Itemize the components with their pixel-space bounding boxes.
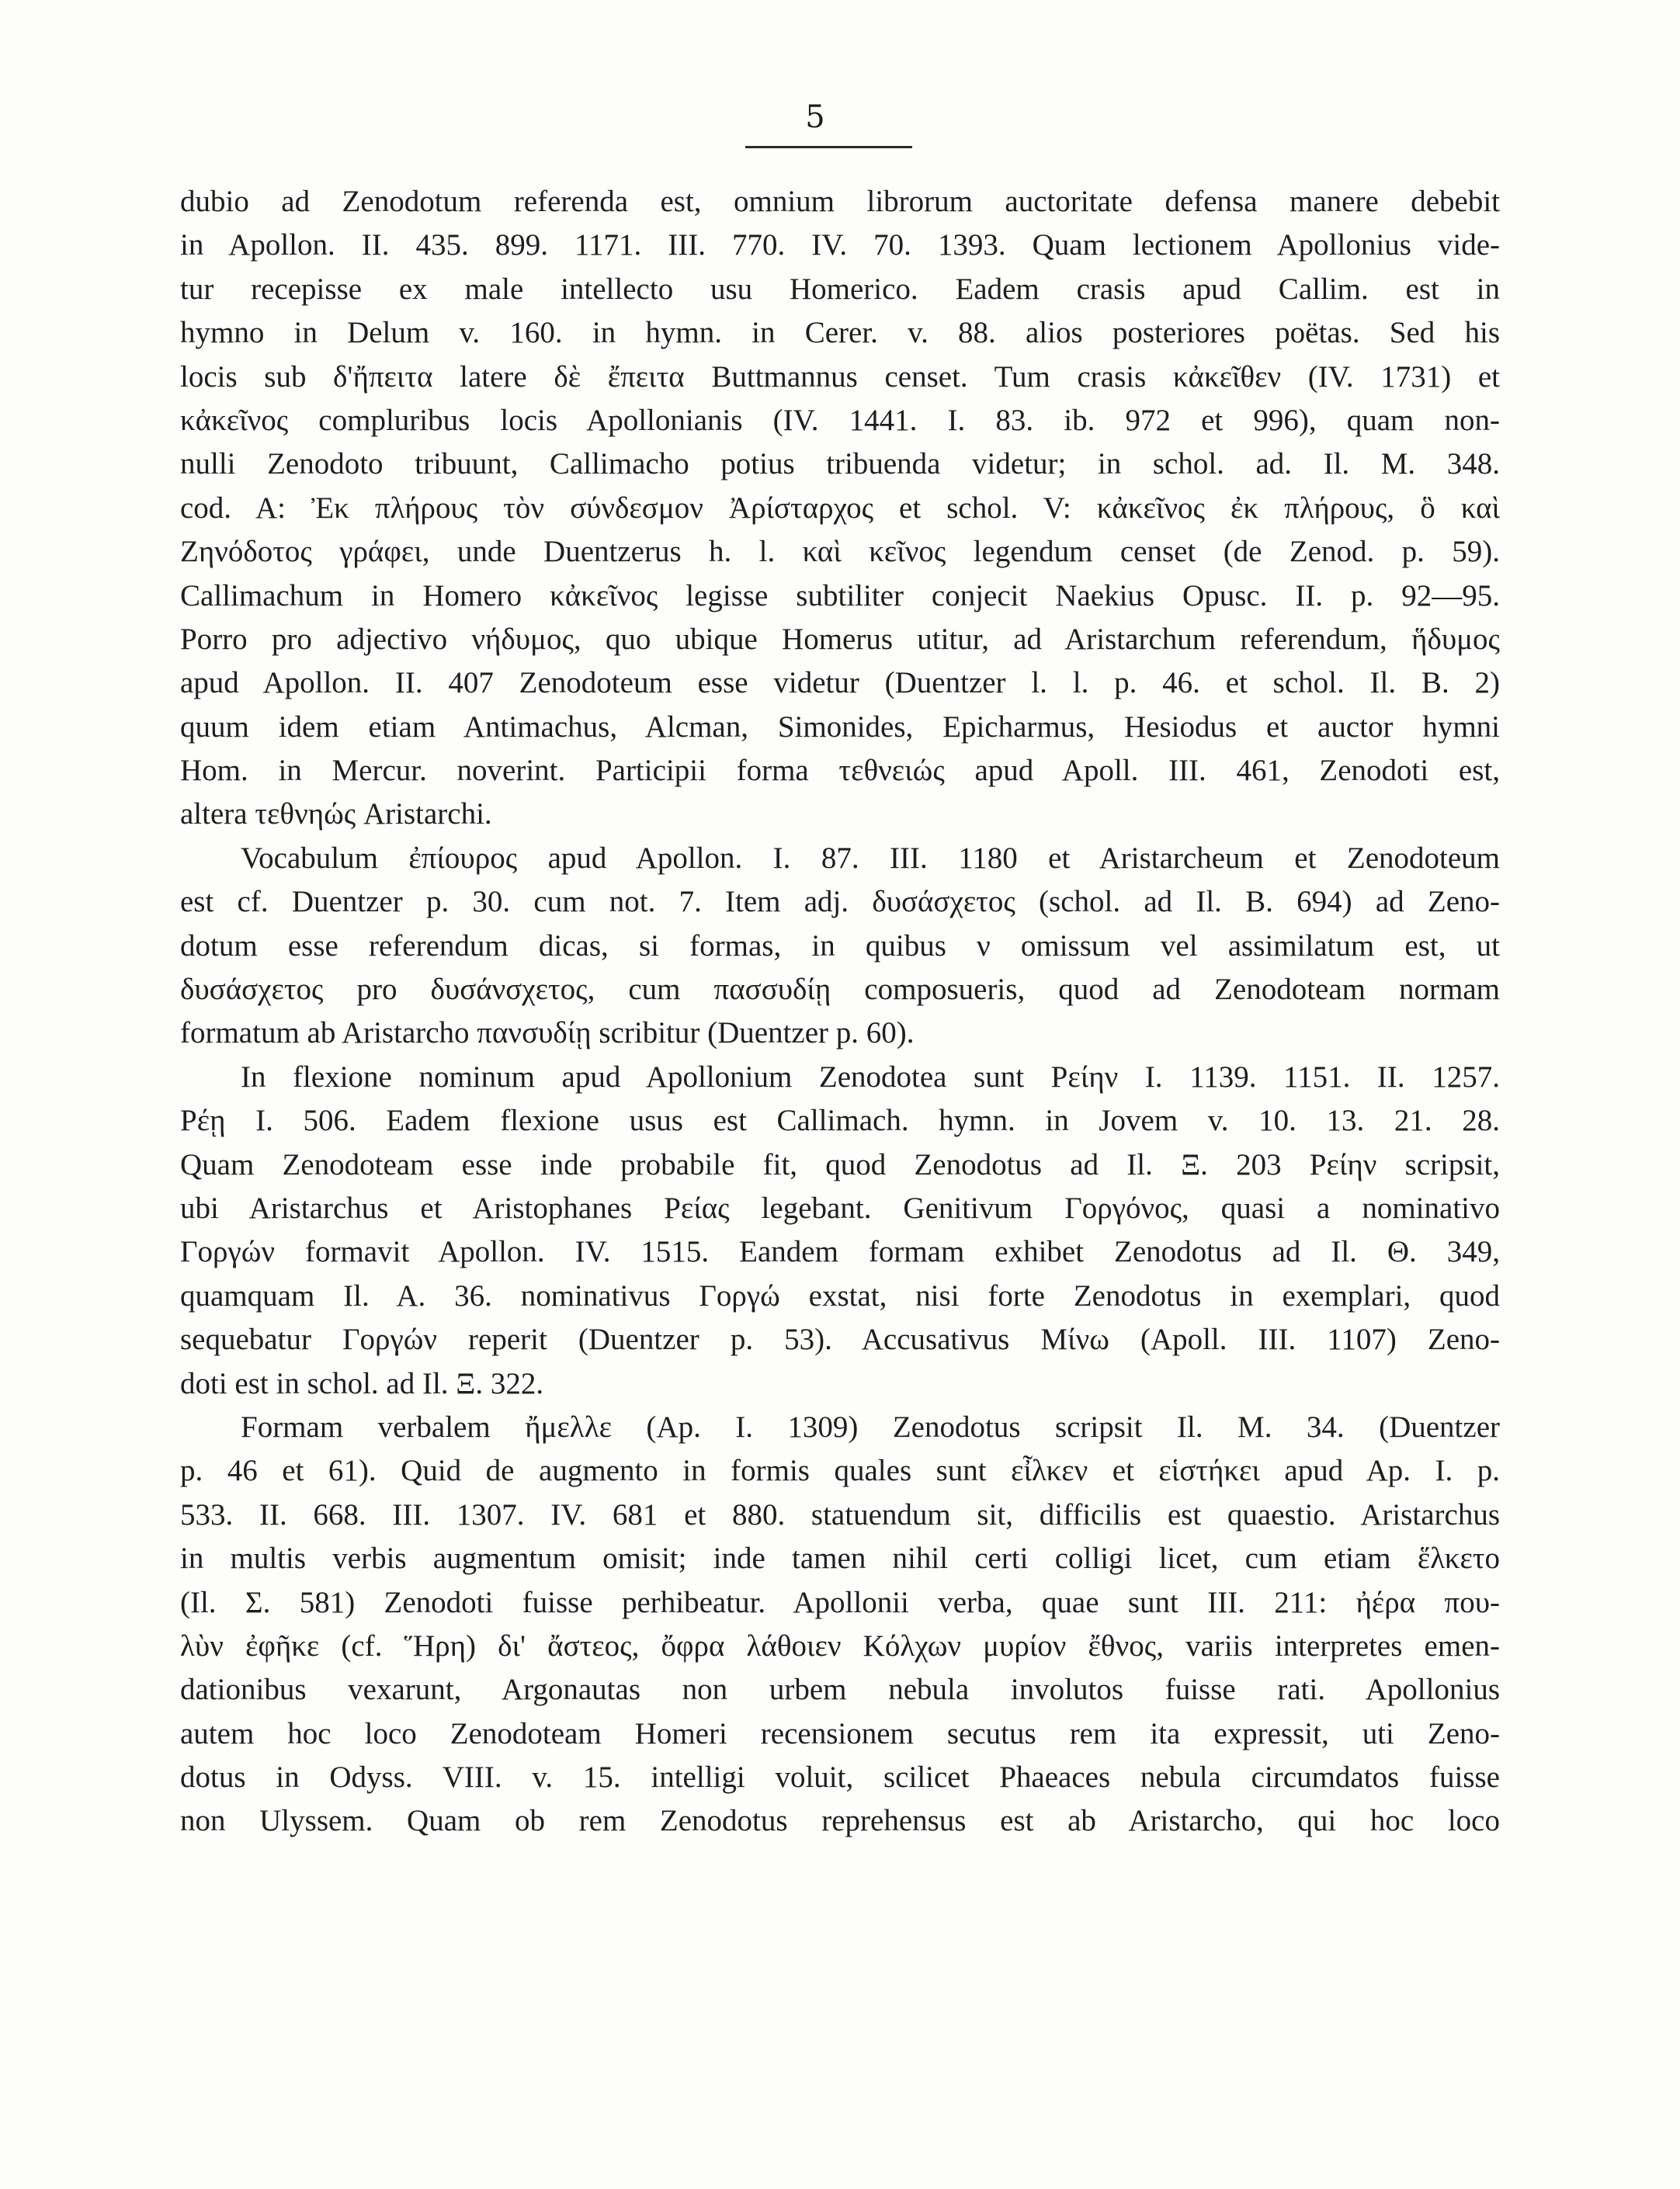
body-text [180, 180, 1500, 1844]
text-line: doti est in schol. ad Il. Ξ. 322. [180, 1366, 544, 1400]
text-line: Hom. in Mercur. noverint. Participii forma τεθνειώς apud Apoll. III. 461, Zenodoti est, [180, 754, 1500, 788]
text-line: in multis verbis augmentum omisit; inde tamen nihil certi colligi licet, cum etiam ἕλκετο [180, 1542, 1500, 1576]
text-line: δυσάσχετος pro δυσάνσχετος, cum πασσυδίῃ composueris, quod ad Zenodoteam normam [180, 973, 1500, 1007]
text-line: dubio ad Zenodotum referenda est, omnium librorum auctoritate defensa manere debebit [180, 185, 1500, 218]
text-line: altera τεθνηώς Aristarchi. [180, 797, 492, 831]
text-line: quum idem etiam Antimachus, Alcman, Simonides, Epicharmus, Hesiodus et auctor hymni [180, 709, 1500, 744]
text-line: locis sub δ'ἤπειτα latere δὲ ἔπειτα Buttmannus censet. Tum crasis κἀκεῖθεν (IV. 1731) et [180, 359, 1500, 394]
text-line: in Apollon. II. 435. 899. 1171. III. 770. IV. 70. 1393. Quam lectionem Apollonius vide- [180, 228, 1500, 262]
text-line: dationibus vexarunt, Argonautas non urbem nebula involutos fuisse rati. Apollonius [180, 1673, 1500, 1707]
text-line: Vocabulum ἐπίουρος apud Apollon. I. 87. III. 1180 et Aristarcheum et Zenodoteum [241, 841, 1500, 875]
text-line: λὺν ἐφῆκε (cf. Ἥρη) δι' ἄστεος, ὄφρα λάθοιεν Κόλχων μυρίον ἔθνος, variis interpretes emen- [180, 1629, 1500, 1663]
text-line: quamquam Il. A. 36. nominativus Γοργώ exstat, nisi forte Zenodotus in exemplari, quod [180, 1278, 1500, 1313]
text-line: Quam Zenodoteam esse inde probabile fit, quod Zenodotus ad Il. Ξ. 203 Ρείην scripsit, [180, 1147, 1500, 1181]
text-line: autem hoc loco Zenodoteam Homeri recensionem secutus rem ita expressit, uti Zeno- [180, 1716, 1500, 1750]
text-line: p. 46 et 61). Quid de augmento in formis quales sunt εἶλκεν et εἱστήκει apud Ap. I. p. [180, 1454, 1500, 1488]
text-line: Formam verbalem ἤμελλε (Ap. I. 1309) Zenodotus scripsit Il. M. 34. (Duentzer [241, 1410, 1500, 1444]
text-line: tur recepisse ex male intellecto usu Homerico. Eadem crasis apud Callim. est in [180, 272, 1500, 306]
text-line: Callimachum in Homero κἀκεῖνος legisse subtiliter conjecit Naekius Opusc. II. p. 92—95. [180, 578, 1500, 612]
text-line: dotum esse referendum dicas, si formas, in quibus ν omissum vel assimilatum est, ut [180, 928, 1500, 963]
text-line: Ρέῃ I. 506. Eadem flexione usus est Callimach. hymn. in Jovem v. 10. 13. 21. 28. [180, 1104, 1500, 1138]
text-line: κἀκεῖνος compluribus locis Apollonianis (IV. 1441. I. 83. ib. 972 et 996), quam non- [180, 403, 1500, 437]
text-line: Ζηνόδοτος γράφει, unde Duentzerus h. l. καὶ κεῖνος legendum censet (de Zenod. p. 59). [180, 535, 1500, 569]
text-line: nulli Zenodoto tribuunt, Callimacho potius tribuenda videtur; in schol. ad. Il. M. 348. [180, 447, 1500, 481]
text-line: ubi Aristarchus et Aristophanes Ρείας legebant. Genitivum Γοργόνος, quasi a nominativo [180, 1191, 1500, 1225]
text-line: 533. II. 668. III. 1307. IV. 681 et 880. statuendum sit, difficilis est quaestio. Aristarchus [180, 1497, 1500, 1532]
header-rule [745, 146, 912, 148]
text-line: apud Apollon. II. 407 Zenodoteum esse videtur (Duentzer l. l. p. 46. et schol. Il. B. 2) [180, 666, 1500, 700]
page-number: 5 [805, 99, 825, 135]
text-line: hymno in Delum v. 160. in hymn. in Cerer. v. 88. alios posteriores poëtas. Sed his [180, 316, 1500, 350]
text-line: (Il. Σ. 581) Zenodoti fuisse perhibeatur. Apollonii verba, quae sunt III. 211: ἠέρα που- [180, 1585, 1500, 1619]
text-line: est cf. Duentzer p. 30. cum not. 7. Item adj. δυσάσχετος (schol. ad Il. B. 694) ad Zeno- [180, 885, 1500, 919]
text-line: formatum ab Aristarcho πανσυδίῃ scribitur (Duentzer p. 60). [180, 1016, 915, 1050]
text-line: cod. A: Ἐκ πλήρους τὸν σύνδεσμον Ἀρίσταρχος et schol. V: κἀκεῖνος ἐκ πλήρους, ὃ καὶ [180, 491, 1500, 525]
text-line: dotus in Odyss. VIII. v. 15. intelligi voluit, scilicet Phaeaces nebula circumdatos fuisse [180, 1761, 1500, 1795]
text-line: sequebatur Γοργών reperit (Duentzer p. 53). Accusativus Μίνω (Apoll. III. 1107) Zeno- [180, 1323, 1500, 1357]
text-line: non Ulyssem. Quam ob rem Zenodotus reprehensus est ab Aristarcho, qui hoc loco [180, 1804, 1500, 1838]
text-line: Porro pro adjectivo νήδυμος, quo ubique Homerus utitur, ad Aristarchum referendum, ἥδυμος [180, 622, 1500, 656]
text-line: In flexione nominum apud Apollonium Zenodotea sunt Ρείην I. 1139. 1151. II. 1257. [241, 1060, 1500, 1094]
text-line: Γοργών formavit Apollon. IV. 1515. Eandem formam exhibet Zenodotus ad Il. Θ. 349, [180, 1235, 1500, 1269]
